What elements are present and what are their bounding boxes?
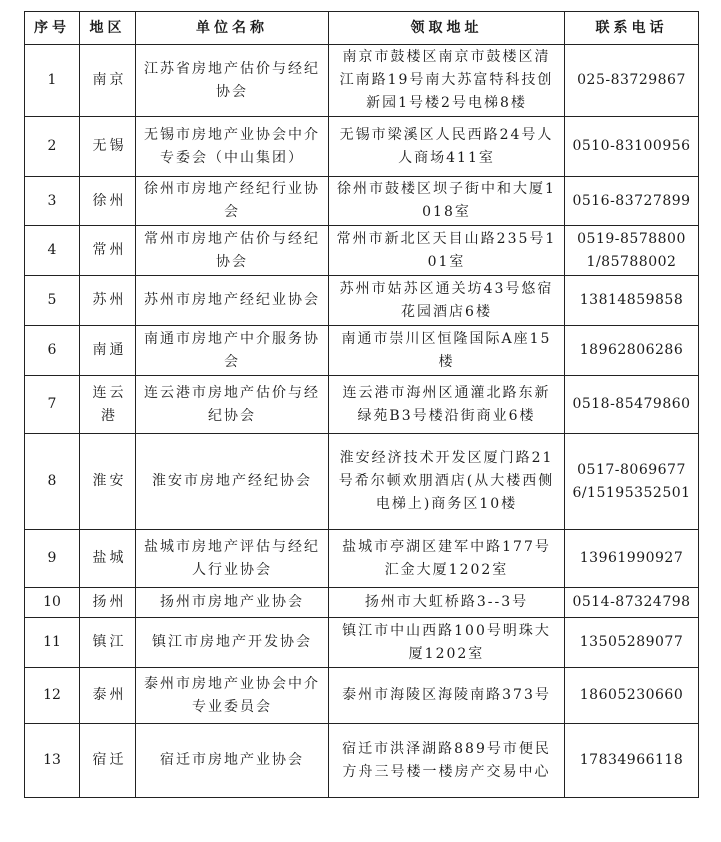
row-address: 徐州市鼓楼区坝子街中和大厦1018室 — [329, 177, 565, 226]
row-unit: 无锡市房地产业协会中介专委会（中山集团） — [136, 117, 329, 177]
row-region: 南通 — [80, 326, 136, 376]
contacts-table — [24, 11, 699, 798]
row-seq: 8 — [25, 434, 80, 530]
row-region: 泰州 — [80, 668, 136, 724]
table-row — [25, 45, 699, 117]
row-seq: 10 — [25, 588, 80, 618]
table-row — [25, 434, 699, 530]
row-unit: 连云港市房地产估价与经纪协会 — [136, 376, 329, 434]
row-region: 宿迁 — [80, 724, 136, 798]
row-phone: 0519-85788001/85788002 — [565, 226, 699, 276]
row-phone: 0517-80696776/15195352501 — [565, 434, 699, 530]
row-address: 泰州市海陵区海陵南路373号 — [329, 668, 565, 724]
row-address: 连云港市海州区通灌北路东新绿苑B3号楼沿街商业6楼 — [329, 376, 565, 434]
row-region: 无锡 — [80, 117, 136, 177]
row-seq: 11 — [25, 618, 80, 668]
row-address: 盐城市亭湖区建军中路177号汇金大厦1202室 — [329, 530, 565, 588]
row-phone: 0510-83100956 — [565, 117, 699, 177]
row-seq: 12 — [25, 668, 80, 724]
row-region: 淮安 — [80, 434, 136, 530]
row-unit: 淮安市房地产经纪协会 — [136, 434, 329, 530]
row-phone: 025-83729867 — [565, 45, 699, 117]
row-unit: 泰州市房地产业协会中介专业委员会 — [136, 668, 329, 724]
row-seq: 1 — [25, 45, 80, 117]
row-region: 苏州 — [80, 276, 136, 326]
header-address: 领取地址 — [329, 12, 565, 45]
row-phone: 17834966118 — [565, 724, 699, 798]
header-seq: 序号 — [25, 12, 80, 45]
row-region: 盐城 — [80, 530, 136, 588]
header-region: 地区 — [80, 12, 136, 45]
row-unit: 南通市房地产中介服务协会 — [136, 326, 329, 376]
row-phone: 0516-83727899 — [565, 177, 699, 226]
row-address: 苏州市姑苏区通关坊43号悠宿花园酒店6楼 — [329, 276, 565, 326]
table-row — [25, 618, 699, 668]
row-phone: 0514-87324798 — [565, 588, 699, 618]
table-row — [25, 326, 699, 376]
row-seq: 6 — [25, 326, 80, 376]
table-row — [25, 724, 699, 798]
row-unit: 宿迁市房地产业协会 — [136, 724, 329, 798]
table-row — [25, 530, 699, 588]
row-unit: 苏州市房地产经纪业协会 — [136, 276, 329, 326]
row-address: 南通市崇川区恒隆国际A座15楼 — [329, 326, 565, 376]
row-address: 无锡市梁溪区人民西路24号人人商场411室 — [329, 117, 565, 177]
row-seq: 5 — [25, 276, 80, 326]
row-seq: 3 — [25, 177, 80, 226]
row-region: 镇江 — [80, 618, 136, 668]
row-unit: 盐城市房地产评估与经纪人行业协会 — [136, 530, 329, 588]
row-phone: 13961990927 — [565, 530, 699, 588]
row-region: 扬州 — [80, 588, 136, 618]
header-unit: 单位名称 — [136, 12, 329, 45]
row-unit: 江苏省房地产估价与经纪协会 — [136, 45, 329, 117]
row-phone: 13505289077 — [565, 618, 699, 668]
row-phone: 18962806286 — [565, 326, 699, 376]
row-unit: 徐州市房地产经纪行业协会 — [136, 177, 329, 226]
row-phone: 0518-85479860 — [565, 376, 699, 434]
row-unit: 扬州市房地产业协会 — [136, 588, 329, 618]
row-unit: 镇江市房地产开发协会 — [136, 618, 329, 668]
row-address: 镇江市中山西路100号明珠大厦1202室 — [329, 618, 565, 668]
row-phone: 18605230660 — [565, 668, 699, 724]
row-address: 宿迁市洪泽湖路889号市便民方舟三号楼一楼房产交易中心 — [329, 724, 565, 798]
row-address: 常州市新北区天目山路235号101室 — [329, 226, 565, 276]
row-seq: 4 — [25, 226, 80, 276]
table-row — [25, 177, 699, 226]
row-region: 连云港 — [80, 376, 136, 434]
table-row — [25, 588, 699, 618]
row-region: 常州 — [80, 226, 136, 276]
table-row — [25, 276, 699, 326]
table-row — [25, 376, 699, 434]
row-unit: 常州市房地产估价与经纪协会 — [136, 226, 329, 276]
row-address: 南京市鼓楼区南京市鼓楼区清江南路19号南大苏富特科技创新园1号楼2号电梯8楼 — [329, 45, 565, 117]
table-row — [25, 117, 699, 177]
table-row — [25, 226, 699, 276]
header-phone: 联系电话 — [565, 12, 699, 45]
row-address: 淮安经济技术开发区厦门路21号希尔顿欢朋酒店(从大楼西侧电梯上)商务区10楼 — [329, 434, 565, 530]
row-region: 徐州 — [80, 177, 136, 226]
row-phone: 13814859858 — [565, 276, 699, 326]
table-row — [25, 668, 699, 724]
table-header-row — [25, 12, 699, 45]
row-address: 扬州市大虹桥路3--3号 — [329, 588, 565, 618]
row-region: 南京 — [80, 45, 136, 117]
row-seq: 13 — [25, 724, 80, 798]
row-seq: 9 — [25, 530, 80, 588]
row-seq: 7 — [25, 376, 80, 434]
row-seq: 2 — [25, 117, 80, 177]
